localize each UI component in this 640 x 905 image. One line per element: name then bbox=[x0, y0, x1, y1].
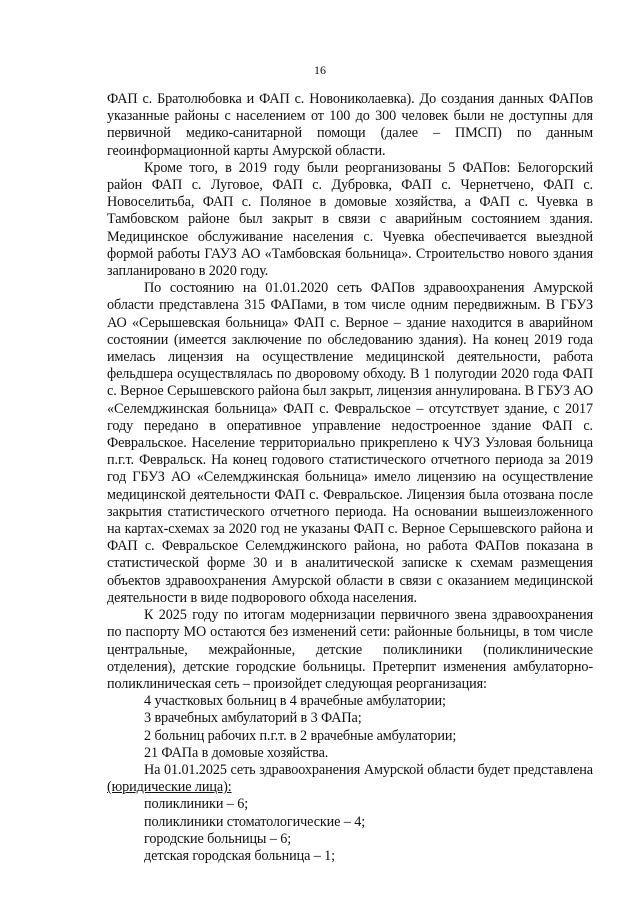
list-item: поликлиники стоматологические – 4; bbox=[144, 813, 366, 830]
page-number: 16 bbox=[314, 63, 326, 77]
paragraph-modernization-2025: К 2025 году по итогам модернизации первичного звена здравоохранения по паспорту МО остаются без изменений сети: районные больницы, в том числе центральные, межрайонные, детские поликлиники (поликлинические отделения), детские городские больницы. Претерпит изменения амбулаторно-поликлиническая сеть – произойдет следующая реорганизация: bbox=[107, 607, 593, 692]
list-item: 4 участковых больниц в 4 врачебные амбулатории; bbox=[144, 693, 446, 710]
summary-underlined: (юридические лица): bbox=[107, 779, 232, 796]
summary-lead: На 01.01.2025 сеть здравоохранения Амурской области будет представлена bbox=[144, 761, 593, 778]
paragraph-fap-creation: ФАП с. Братолюбовка и ФАП с. Новониколаевка). До создания данных ФАПов указанные районы с населением от 100 до 300 человек были не доступны для первичной медико-санитарной помощи (далее – ПМСП) по данным геоинформационной карты Амурской области. bbox=[107, 91, 593, 159]
list-item: городские больницы – 6; bbox=[144, 830, 292, 847]
paragraph-network-summary-2025 bbox=[107, 762, 593, 796]
facility-list bbox=[107, 796, 593, 865]
list-item: 21 ФАПа в домовые хозяйства. bbox=[144, 744, 329, 761]
list-item: 2 больниц рабочих п.г.т. в 2 врачебные амбулатории; bbox=[144, 727, 457, 744]
reorganization-list bbox=[107, 693, 593, 762]
list-item: детская городская больница – 1; bbox=[144, 847, 336, 864]
list-item: 3 врачебных амбулаторий в 3 ФАПа; bbox=[144, 710, 362, 727]
list-item: поликлиники – 6; bbox=[144, 796, 249, 813]
paragraph-fap-network-2020: По состоянию на 01.01.2020 сеть ФАПов здравоохранения Амурской области представлена 315 ФАПами, в том числе одним передвижным. В ГБУЗ АО «Серышевская больница» ФАП с. Верное – здание находится в аварийном состоянии (имеется заключение по обследованию здания). На конец 2019 года имелась лицензия на осуществление медицинской деятельности, работа фельдшера осуществлялась по дворовому обходу. В 1 полугодии 2020 года ФАП с. Верное Серышевского района был закрыт, лицензия аннулирована. В ГБУЗ АО «Селемджинская больница» ФАП с. Февральское – отсутствует здание, с 2017 году передано в оперативное управление недостроенное здание ФАП с. Февральское. Население территориально прикреплено к ЧУЗ Узловая больница п.г.т. Февральск. На конец годового статистического отчетного периода за 2019 год ГБУЗ АО «Селемджинская больница» имело лицензию на осуществление медицинской деятельности ФАП с. Февральское. Лицензия была отозвана после закрытия статистического отчетного периода. На основании вышеизложенного на картах-схемах за 2020 год не указаны ФАП с. Верное Серышевского района и ФАП с. Февральское Селемджинского района, но работа ФАПов показана в статистической форме 30 и в аналитической записке к схемам размещения объектов здравоохранения Амурской области в связи с оказанием медицинской деятельности в виде подворового обхода населения. bbox=[107, 280, 593, 606]
paragraph-reorganization-2019: Кроме того, в 2019 году были реорганизованы 5 ФАПов: Белогорский район ФАП с. Луговое, ФАП с. Дубровка, ФАП с. Чернетчено, ФАП с. Новоселитьба, ФАП с. Поляное в домовые хозяйства, а ФАП с. Чуевка в Тамбовском районе был закрыт в связи с аварийным состоянием здания. Медицинское обслуживание населения с. Чуевка обеспечивается выездной формой работы ГАУЗ АО «Тамбовская больница». Строительство нового здания запланировано в 2020 году. bbox=[107, 159, 593, 280]
document-body bbox=[107, 91, 593, 865]
